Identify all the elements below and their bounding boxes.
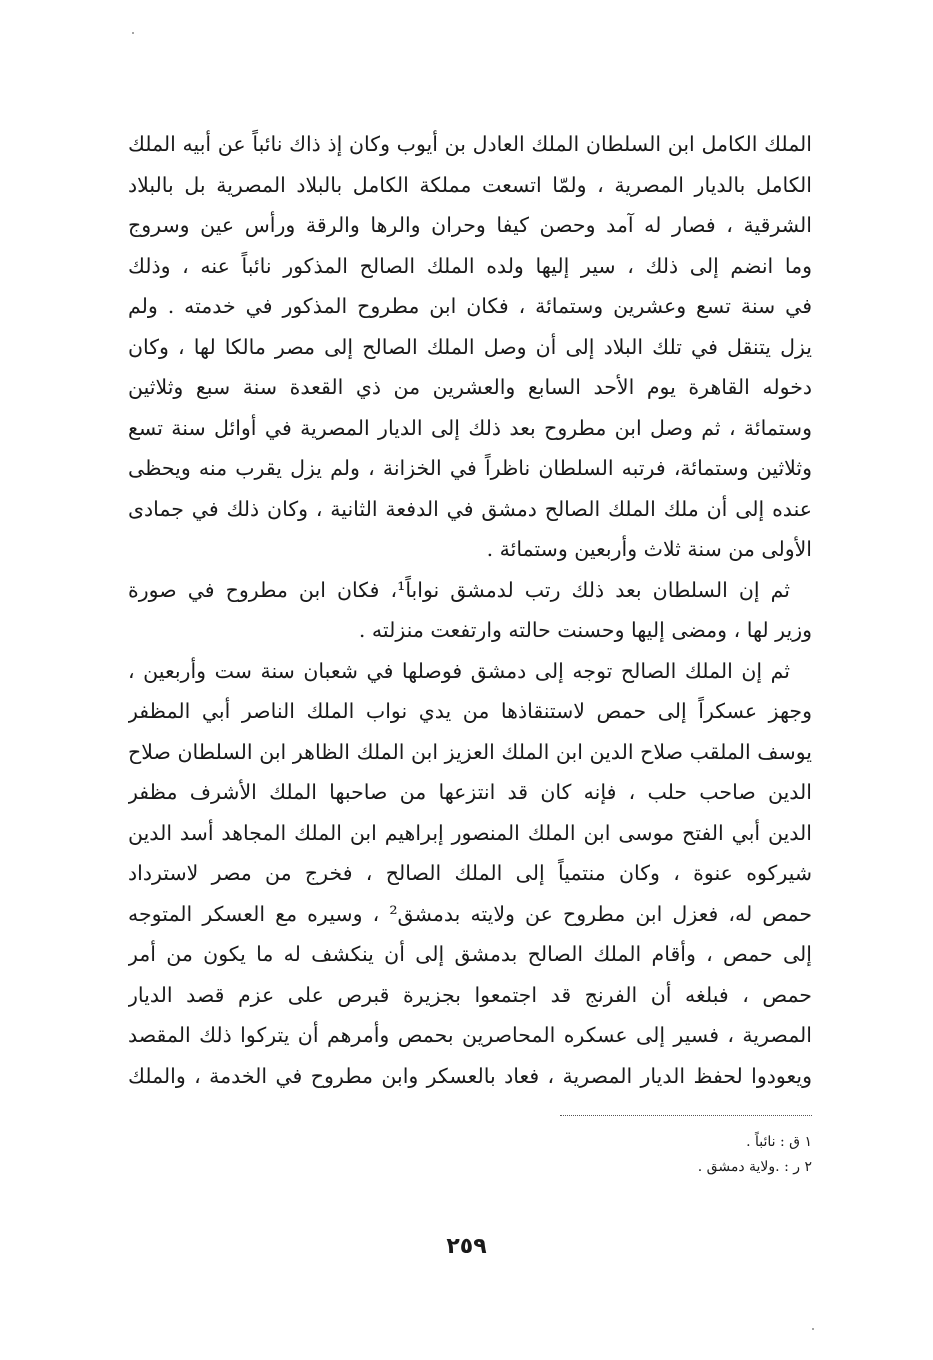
text-line: ثم إن الملك الصالح توجه إلى دمشق فوصلها في شعبان سنة ست وأربعين ، [128, 658, 790, 683]
scan-speck [132, 32, 134, 34]
text-line: يزل يتنقل في تلك البلاد إلى أن وصل الملك الصالح إلى مصر مالكا لها ، وكان [128, 334, 812, 359]
text-line: وجهز عسكراً إلى حمص لاستنقاذها من يدي نواب الملك الناصر أبي المظفر [128, 699, 812, 723]
text-line: يوسف الملقب صلاح الدين ابن الملك العزيز ابن الملك الظاهر ابن السلطان صلاح [128, 739, 812, 764]
footnotes [560, 1130, 812, 1180]
text-line: المصرية ، فسير إلى عسكره المحاصرين بحمص وأمرهم أن يتركوا ذلك المقصد [128, 1023, 812, 1047]
text-line: عنده إلى أن ملك الملك الصالح دمشق في الدفعة الثانية ، وكان ذلك في جمادى [128, 496, 812, 521]
text-line: في سنة تسع وعشرين وستمائة ، فكان ابن مطروح المذكور في خدمته . ولم [128, 294, 812, 318]
scan-speck [812, 1328, 814, 1330]
text-line: ثم إن السلطان بعد ذلك رتب لدمشق نواباً¹، فكان ابن مطروح في صورة [128, 577, 790, 602]
main-text [128, 124, 812, 1096]
text-line: الملك الكامل ابن السلطان الملك العادل بن أيوب وكان إذ ذاك نائباً عن أبيه الملك [128, 132, 812, 156]
text-line: حمص ، فبلغه أن الفرنج قد اجتمعوا بجزيرة قبرص على عزم قصد الديار [128, 982, 812, 1007]
footnote-item: ١ ق : نائباً . [746, 1134, 812, 1150]
text-line: وزير لها ، ومضى إليها وحسنت حالته وارتفعت منزلته . [358, 618, 812, 642]
text-line: وثلاثين وستمائة، فرتبه السلطان ناظراً في الخزانة ، ولم يزل يقرب منه ويحظى [128, 456, 812, 480]
footnote-separator [560, 1115, 812, 1116]
text-line: الكامل بالديار المصرية ، ولمّا اتسعت مملكة الكامل بالبلاد المصرية بل بالبلاد [128, 172, 812, 197]
text-line: ويعودوا لحفظ الديار المصرية ، فعاد بالعسكر وابن مطروح في الخدمة ، والملك [128, 1063, 812, 1088]
text-line: حمص له، فعزل ابن مطروح عن ولايته بدمشق² ، وسيره مع العسكر المتوجه [128, 901, 812, 926]
page-number: ٢٥٩ [446, 1234, 487, 1259]
text-line: الدين أبي الفتح موسى ابن الملك المنصور إبراهيم ابن الملك المجاهد أسد الدين [128, 820, 812, 845]
footnote-item: ٢ ر : .ولاية دمشق . [697, 1159, 812, 1175]
text-line: وما انضم إلى ذلك ، سير إليها ولده الملك الصالح المذكور نائباً عنه ، وذلك [128, 253, 812, 278]
text-line: وستمائة ، ثم وصل ابن مطروح بعد ذلك إلى الديار المصرية في أوائل سنة تسع [128, 415, 812, 440]
text-line: إلى حمص ، وأقام الملك الصالح بدمشق إلى أن ينكشف له ما يكون من أمر [128, 942, 812, 966]
text-line: الشرقية ، فصار له آمد وحصن كيفا وحران والرها والرقة ورأس عين وسروج [128, 213, 812, 237]
text-line: دخوله القاهرة يوم الأحد السابع والعشرين من ذي القعدة سنة سبع وثلاثين [128, 375, 812, 399]
text-line: الأولى من سنة ثلاث وأربعين وستمائة . [486, 537, 812, 561]
text-line: الدين صاحب حلب ، فإنه كان قد انتزعها من صاحبها الملك الأشرف مظفر [128, 780, 812, 804]
text-line: شيركوه عنوة ، وكان منتمياً إلى الملك الصالح ، فخرج من مصر لاسترداد [128, 861, 812, 885]
